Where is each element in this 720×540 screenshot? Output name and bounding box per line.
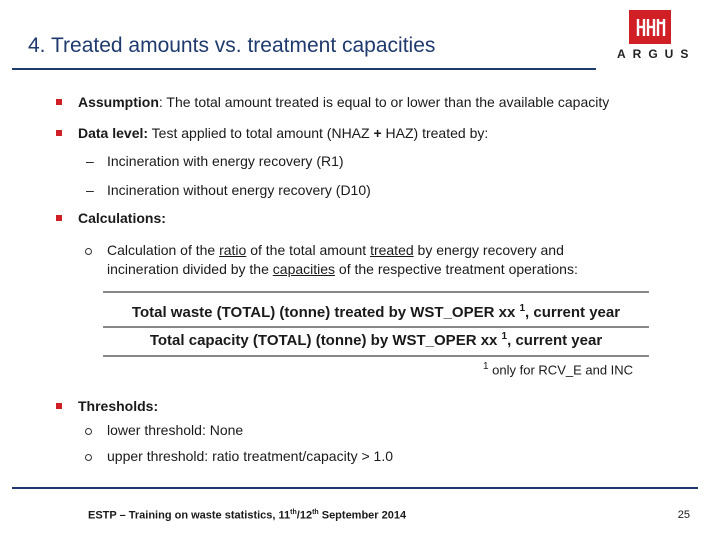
thresholds-heading: Thresholds: <box>78 398 159 414</box>
circle-marker <box>85 428 92 435</box>
calc-ratio-underlined: ratio <box>219 242 247 258</box>
dash-marker: – <box>86 182 94 198</box>
logo-wordmark: ARGUS <box>617 47 696 61</box>
fraction-bar <box>103 326 649 328</box>
bullet-marker <box>56 130 62 136</box>
denominator-text: Total capacity (TOTAL) (tonne) by WST_OPER xx <box>149 332 502 349</box>
calc-text: Calculation of the <box>107 242 220 258</box>
data-level-text-end: HAZ) treated by: <box>381 125 489 141</box>
calculations-label <box>78 210 166 226</box>
footnote-mark: 1 <box>483 361 489 372</box>
data-level-text: Test applied to total amount (NHAZ <box>148 125 374 141</box>
footer-text <box>88 509 406 522</box>
dash-marker: – <box>86 153 94 169</box>
numerator-footnote-mark: 1 <box>519 303 526 314</box>
bullet-marker <box>56 215 62 221</box>
formula-footnote <box>483 361 633 377</box>
formula-top-rule <box>103 291 649 293</box>
formula-denominator <box>103 331 649 349</box>
bullet-marker <box>56 403 62 409</box>
calc-treated-underlined: treated <box>370 242 414 258</box>
threshold-item: lower threshold: None <box>107 422 244 438</box>
calc-text: of the total amount <box>246 242 371 258</box>
data-level-line <box>78 125 488 141</box>
footer-sup: th <box>290 509 297 516</box>
formula-numerator <box>103 303 649 321</box>
calc-text: incineration divided by the <box>107 261 273 277</box>
assumption-line <box>78 94 609 110</box>
title-divider <box>12 68 596 70</box>
data-level-item: Incineration with energy recovery (R1) <box>107 153 344 169</box>
assumption-text: : The total amount treated is equal to or lower than the available capacity <box>158 94 610 110</box>
calc-text: by energy recovery and <box>413 242 564 258</box>
threshold-item: upper threshold: ratio treatment/capacity > 1.0 <box>107 448 393 464</box>
calculations-line-2 <box>107 261 578 277</box>
formula-bottom-rule <box>103 355 649 357</box>
calc-text: of the respective treatment operations: <box>335 261 578 277</box>
denominator-footnote-mark: 1 <box>501 331 508 342</box>
thresholds-label <box>78 398 158 414</box>
circle-marker <box>85 454 92 461</box>
page-title: 4. Treated amounts vs. treatment capacities <box>28 34 436 57</box>
footer-part: /12 <box>296 509 313 522</box>
footer-divider <box>12 487 698 489</box>
footer-sup: th <box>312 509 319 516</box>
numerator-text: Total waste (TOTAL) (tonne) treated by WST_OPER xx <box>131 304 520 321</box>
numerator-end: , current year <box>525 304 621 321</box>
bullet-marker <box>56 99 62 105</box>
page-number: 25 <box>677 509 690 521</box>
footnote-text: only for RCV_E and INC <box>488 362 634 378</box>
hhh-logo-icon <box>629 10 671 44</box>
plus-sign: + <box>373 125 382 141</box>
calculations-heading: Calculations: <box>78 210 166 226</box>
denominator-end: , current year <box>507 332 603 349</box>
data-level-label: Data level: <box>78 125 149 141</box>
assumption-label: Assumption <box>78 94 159 110</box>
data-level-item: Incineration without energy recovery (D10) <box>107 182 371 198</box>
footer-part: September 2014 <box>318 509 407 522</box>
calculations-line-1 <box>107 242 564 258</box>
calc-capacities-underlined: capacities <box>272 261 336 277</box>
circle-marker <box>85 248 92 255</box>
footer-part: ESTP – Training on waste statistics, 11 <box>88 509 291 522</box>
